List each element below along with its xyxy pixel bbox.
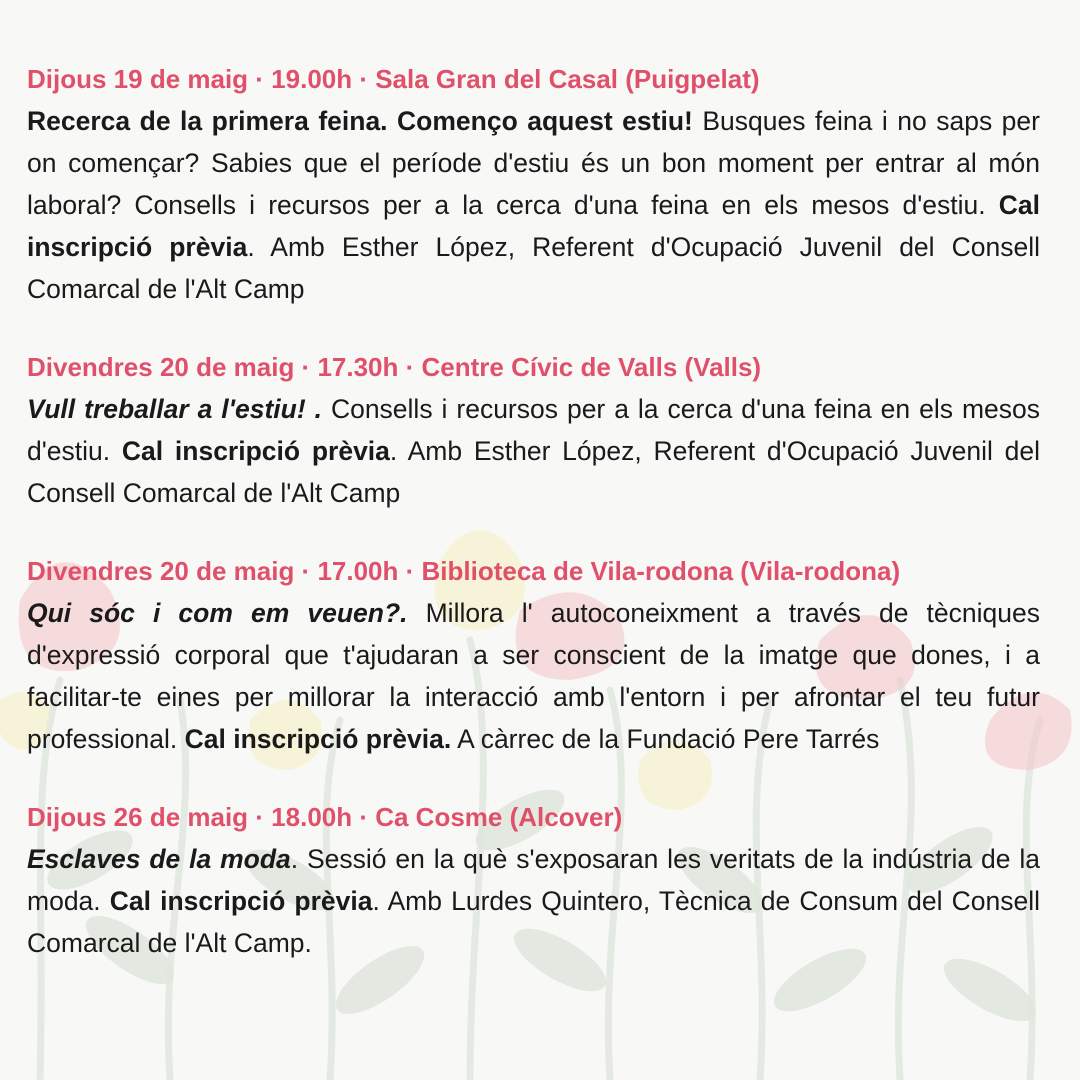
event-item [27,796,1040,964]
registration-notice: Cal inscripció prèvia [109,886,373,916]
event-item [27,58,1040,310]
event-title: Esclaves de la moda [27,844,291,874]
event-closing: . Amb Lurdes Quintero, Tècnica de Consum del Consell Comarcal de l'Alt Camp. [27,886,1040,958]
event-text: Consells i recursos per a la cerca d'una feina en els mesos d'estiu. [27,394,1041,466]
event-description [27,100,1040,310]
event-description [27,592,1040,760]
event-heading: Divendres 20 de maig · 17.00h · Biblioteca de Vila-rodona (Vila-rodona) [27,556,901,586]
event-text: Millora l' autoconeixment a través de tècniques d'expressió corporal que t'ajudaran a ser conscient de la imatge que dones, i a facilitar-te eines per millorar la interacció amb l'entorn i per afrontar el teu futur professional. [27,598,1040,754]
registration-notice: Cal inscripció prèvia [27,190,1040,262]
event-heading: Divendres 20 de maig · 17.30h · Centre Cívic de Valls (Valls) [27,352,762,382]
event-heading: Dijous 19 de maig · 19.00h · Sala Gran del Casal (Puigpelat) [27,64,760,94]
registration-notice: Cal inscripció prèvia. [184,724,452,754]
event-closing: . Amb Esther López, Referent d'Ocupació Juvenil del Consell Comarcal de l'Alt Camp [27,436,1041,508]
event-item [27,550,1040,760]
event-title: Qui sóc i com em veuen?. [27,598,408,628]
event-title: Recerca de la primera feina. Començo aquest estiu! [27,106,693,136]
event-closing: . Amb Esther López, Referent d'Ocupació Juvenil del Consell Comarcal de l'Alt Camp [27,232,1040,304]
registration-notice: Cal inscripció prèvia [121,436,390,466]
event-heading: Dijous 26 de maig · 18.00h · Ca Cosme (Alcover) [27,802,623,832]
event-closing: A càrrec de la Fundació Pere Tarrés [451,724,880,754]
event-text: Busques feina i no saps per on començar? Sabies que el període d'estiu és un bon moment per entrar al món laboral? Consells i recursos per a la cerca d'una feina en els mesos d'estiu. [27,106,1040,220]
event-item [27,346,1040,514]
event-text: . Sessió en la què s'exposaran les veritats de la indústria de la moda. [27,844,1040,916]
event-title: Vull treballar a l'estiu! . [27,394,322,424]
event-description [27,388,1040,514]
events-list [27,58,1040,1000]
event-description [27,838,1040,964]
